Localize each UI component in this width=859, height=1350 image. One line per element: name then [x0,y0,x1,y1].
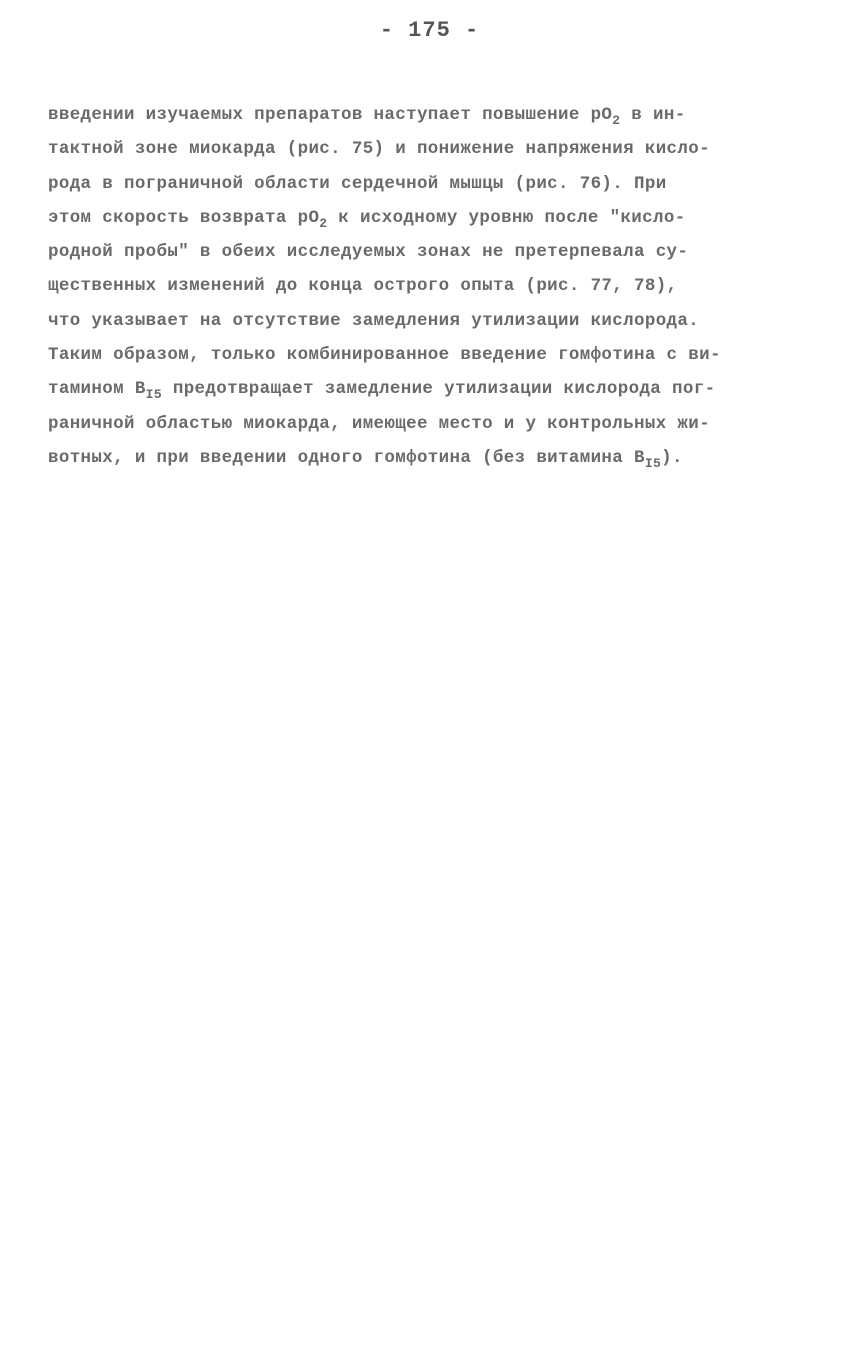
text-line [48,407,818,441]
text-segment: что указывает на отсутствие замедления утилизации кислорода. [48,310,700,331]
text-line [48,167,818,201]
subscript: I5 [644,455,662,471]
subscript: 2 [319,215,328,231]
text-segment: тактной зоне миокарда (рис. 75) и понижение напряжения кисло- [48,139,710,160]
text-line [48,441,818,475]
text-line [48,372,818,406]
text-line [48,235,818,269]
text-segment: раничной областью миокарда, имеющее место и у контрольных жи- [48,413,710,434]
subscript: I5 [145,387,162,403]
subscript: 2 [612,113,621,128]
text-line [48,201,818,235]
text-segment: этом скорость возврата pO [48,207,320,228]
text-segment: родной пробы" в обеих исследуемых зонах не претерпевала су- [48,242,689,263]
text-line [48,338,818,372]
text-segment: в ин- [620,105,686,125]
text-segment: вотных, и при введении одного гомфотина (без витамина B [48,447,645,468]
text-segment: щественных изменений до конца острого опыта (рис. 77, 78), [48,276,678,297]
text-line [48,98,818,132]
text-segment: к исходному уровню после "кисло- [327,207,686,228]
text-segment: рода в пограничной области сердечной мышцы (рис. 76). При [48,173,667,194]
text-segment: ). [661,447,683,468]
text-line [48,304,818,338]
text-line [48,269,818,303]
body-paragraph [48,98,818,475]
text-line [48,132,818,166]
text-segment: тамином B [48,379,146,400]
text-segment: Таким образом, только комбинированное введение гомфотина с ви- [48,345,721,366]
text-segment: предотвращает замедление утилизации кислорода пог- [161,379,716,400]
page-number: - 175 - [379,18,480,43]
text-segment: введении изучаемых препаратов наступает повышение pO [48,105,613,125]
